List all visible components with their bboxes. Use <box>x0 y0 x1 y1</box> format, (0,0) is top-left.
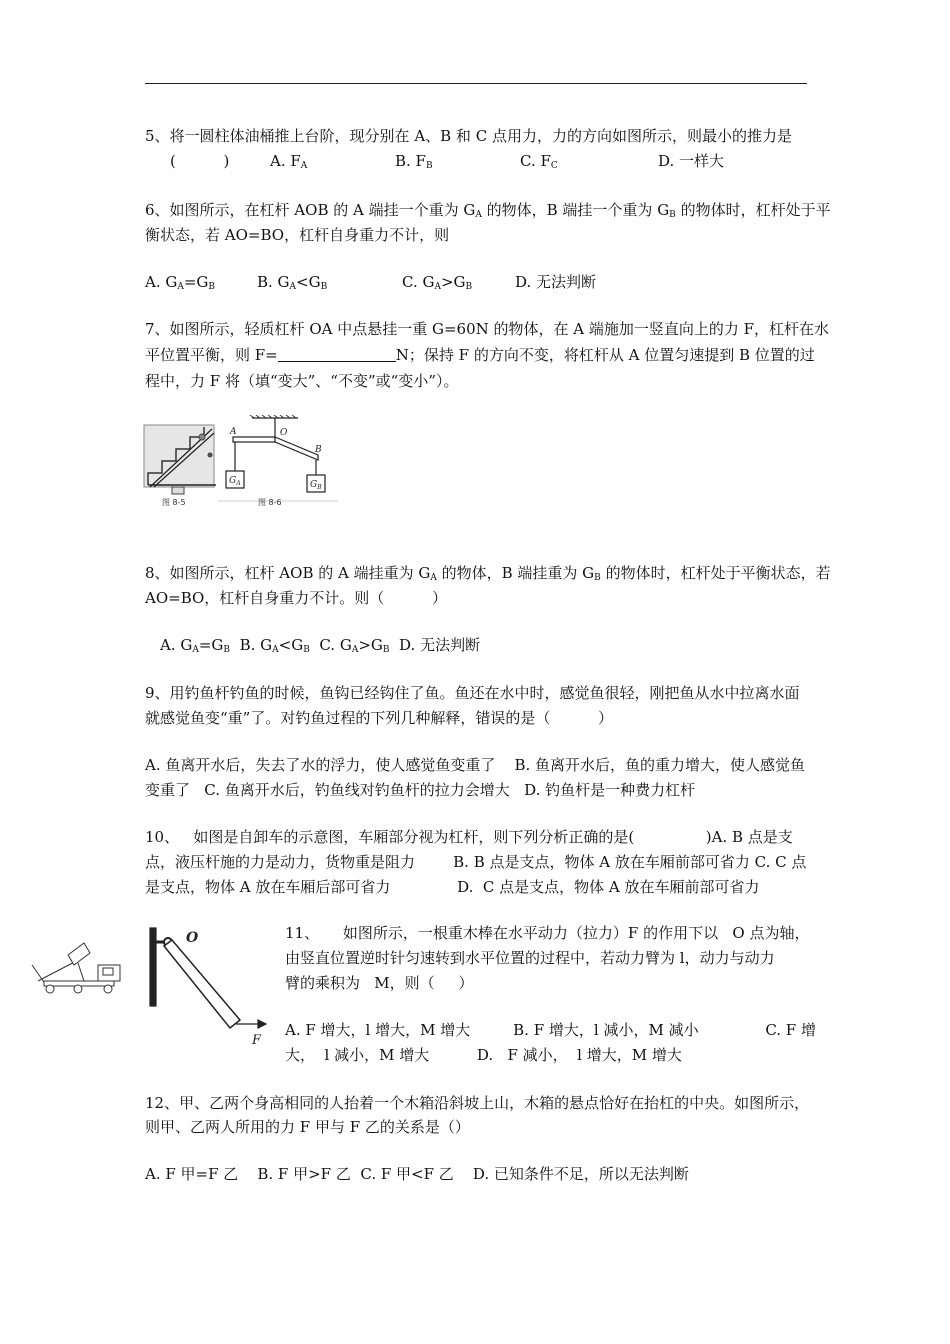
q12-line1: 12、甲、乙两个身高相同的人抬着一个木箱沿斜坡上山，木箱的悬点恰好在抬杠的中央。如图所示， <box>145 1094 810 1112</box>
q9-option-line1: A. 鱼离开水后，失去了水的浮力，使人感觉鱼变重了 B. 鱼离开水后，鱼的重力增大，使人感觉鱼 <box>145 756 806 774</box>
q6-options: A. $G_A=G_B$ B. $G_A<G_B$ C. $G_A>G_B$ D. 无法判断 <box>145 273 597 292</box>
barrel-stairs-figure <box>144 425 216 494</box>
q10-line1: 10、 如图是自卸车的示意图，车厢部分视为杠杆，则下列分析正确的是( )A. B 点是支 <box>145 828 793 846</box>
fig-8-5-and-8-6 <box>140 415 340 510</box>
label-O: O <box>280 428 288 438</box>
q5-options: ( ) A. $F_A$ B. $F_B$ C. $F_C$ D. 一样大 <box>170 152 725 171</box>
header-rule <box>145 83 807 84</box>
label-F-rod: F <box>252 1033 262 1048</box>
q11-line5: 大， l 减小，M 增大 D. F 减小， l 增大，M 增大 <box>285 1046 682 1064</box>
rod-rotation-figure <box>148 920 270 1050</box>
label-A: A <box>230 427 237 437</box>
q12-options: A. F 甲=F 乙 B. F 甲>F 乙 C. F 甲<F 乙 D. 已知条件不足，所以无法判断 <box>145 1165 689 1183</box>
label-B: B <box>315 445 322 455</box>
q9-stem-line1: 9、用钓鱼杆钓鱼的时候，鱼钩已经钩住了鱼。鱼还在水中时，感觉鱼很轻，刚把鱼从水中拉离水面 <box>145 684 800 702</box>
dump-truck-figure <box>28 935 133 997</box>
q12-line2: 则甲、乙两人所用的力 F 甲与 F 乙的关系是（） <box>145 1118 470 1136</box>
label-GB: $G_B$ <box>310 480 322 491</box>
fig-8-5-caption: 图 8-5 <box>162 498 186 507</box>
q11-line3: 臂的乘积为 M，则（ ） <box>285 974 474 992</box>
q8-stem-line2: AO=BO，杠杆自身重力不计。则（ ） <box>145 589 447 607</box>
q5-stem: 5、将一圆柱体油桶推上台阶，现分别在 A、B 和 C 点用力，力的方向如图所示，则最小的推力是 <box>145 127 792 145</box>
q10-line3: 是支点，物体 A 放在车厢后部可省力 D. C 点是支点，物体 A 放在车厢前部可省力 <box>145 878 760 896</box>
q7-stem-line2: 平位置平衡，则 F= N；保持 F 的方向不变，将杠杆从 A 位置匀速提到 B 位置的过 <box>145 346 815 364</box>
q10-line2: 点，液压杆施的力是动力，货物重是阻力 B. B 点是支点，物体 A 放在车厢前部可省力 C. C 点 <box>145 853 807 871</box>
label-O-rod: O <box>186 930 199 946</box>
q9-option-line2: 变重了 C. 鱼离开水后，钓鱼线对钓鱼杆的拉力会增大 D. 钓鱼杆是一种费力杠杆 <box>145 781 696 799</box>
fig-8-6-caption: 图 8-6 <box>258 498 282 507</box>
q7-stem-line3: 程中，力 F 将（填“变大”、“不变”或“变小”）。 <box>145 372 459 390</box>
q11-line4: A. F 增大，l 增大，M 增大 B. F 增大，l 减小，M 减小 C. F 增 <box>285 1021 816 1039</box>
q11-line1: 11、 如图所示，一根重木棒在水平动力（拉力）F 的作用下以 O 点为轴， <box>285 924 810 942</box>
q7-answer-blank[interactable] <box>278 347 396 362</box>
label-GA: $G_A$ <box>229 476 241 487</box>
q11-line2: 由竖直位置逆时针匀速转到水平位置的过程中，若动力臂为 l，动力与动力 <box>285 949 775 967</box>
q6-stem-line1: 6、如图所示，在杠杆 AOB 的 A 端挂一个重为 $G_A$ 的物体，B 端挂一个重为 $G_B$ 的物体时，杠杆处于平 <box>145 201 831 220</box>
q6-stem-line2: 衡状态，若 AO=BO，杠杆自身重力不计，则 <box>145 226 450 244</box>
q7-stem-line1: 7、如图所示，轻质杠杆 OA 中点悬挂一重 G=60N 的物体，在 A 端施加一竖直向上的力 F，杠杆在水 <box>145 320 830 338</box>
q8-stem-line1: 8、如图所示，杠杆 AOB 的 A 端挂重为 $G_A$ 的物体，B 端挂重为 $G_B$ 的物体时，杠杆处于平衡状态，若 <box>145 564 831 583</box>
q8-options: A. $G_A=G_B$ B. $G_A<G_B$ C. $G_A>G_B$ D. 无法判断 <box>160 636 481 655</box>
q9-stem-line2: 就感觉鱼变“重”了。对钓鱼过程的下列几种解释，错误的是（ ） <box>145 709 614 727</box>
